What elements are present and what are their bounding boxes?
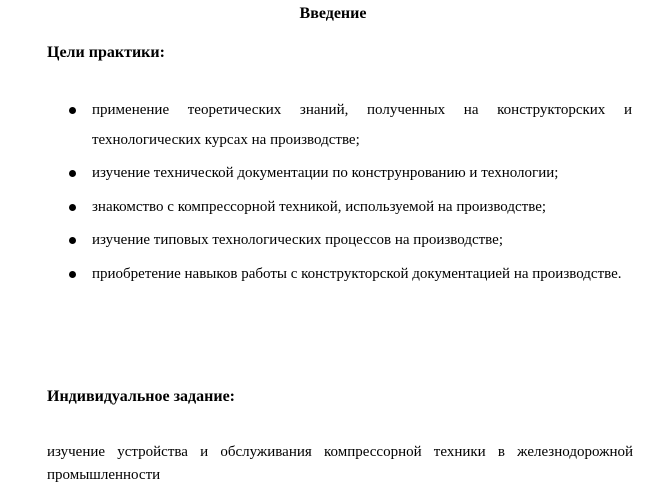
bullet-icon	[69, 107, 76, 114]
list-item-text: приобретение навыков работы с конструкторской документацией на производстве.	[92, 265, 622, 282]
list-item	[0, 193, 632, 223]
list-item-text: изучение технической документации по конструнрованию и технологии;	[92, 165, 559, 181]
task-text: изучение устройства и обслуживания компрессорной техники в железнодорожной промышленности	[47, 444, 633, 483]
list-item-text: изучение типовых технологических процессов на производстве;	[92, 232, 503, 248]
bullet-icon	[69, 237, 76, 244]
list-item	[0, 260, 632, 290]
goals-heading: Цели практики:	[47, 44, 165, 61]
list-item-text: применение теоретических знаний, полученных на конструкторских и технологических курсах на производстве;	[92, 102, 632, 148]
bullet-icon	[69, 170, 76, 177]
bullet-icon	[69, 271, 76, 278]
page-title: Введение	[299, 5, 367, 22]
list-item	[0, 226, 632, 256]
task-heading: Индивидуальное задание:	[47, 388, 236, 405]
list-item-text: знакомство с компрессорной техникой, используемой на производстве;	[92, 198, 547, 215]
list-item	[0, 159, 632, 189]
list-item	[0, 96, 632, 155]
bullet-icon	[69, 204, 76, 211]
goals-list	[0, 96, 666, 289]
